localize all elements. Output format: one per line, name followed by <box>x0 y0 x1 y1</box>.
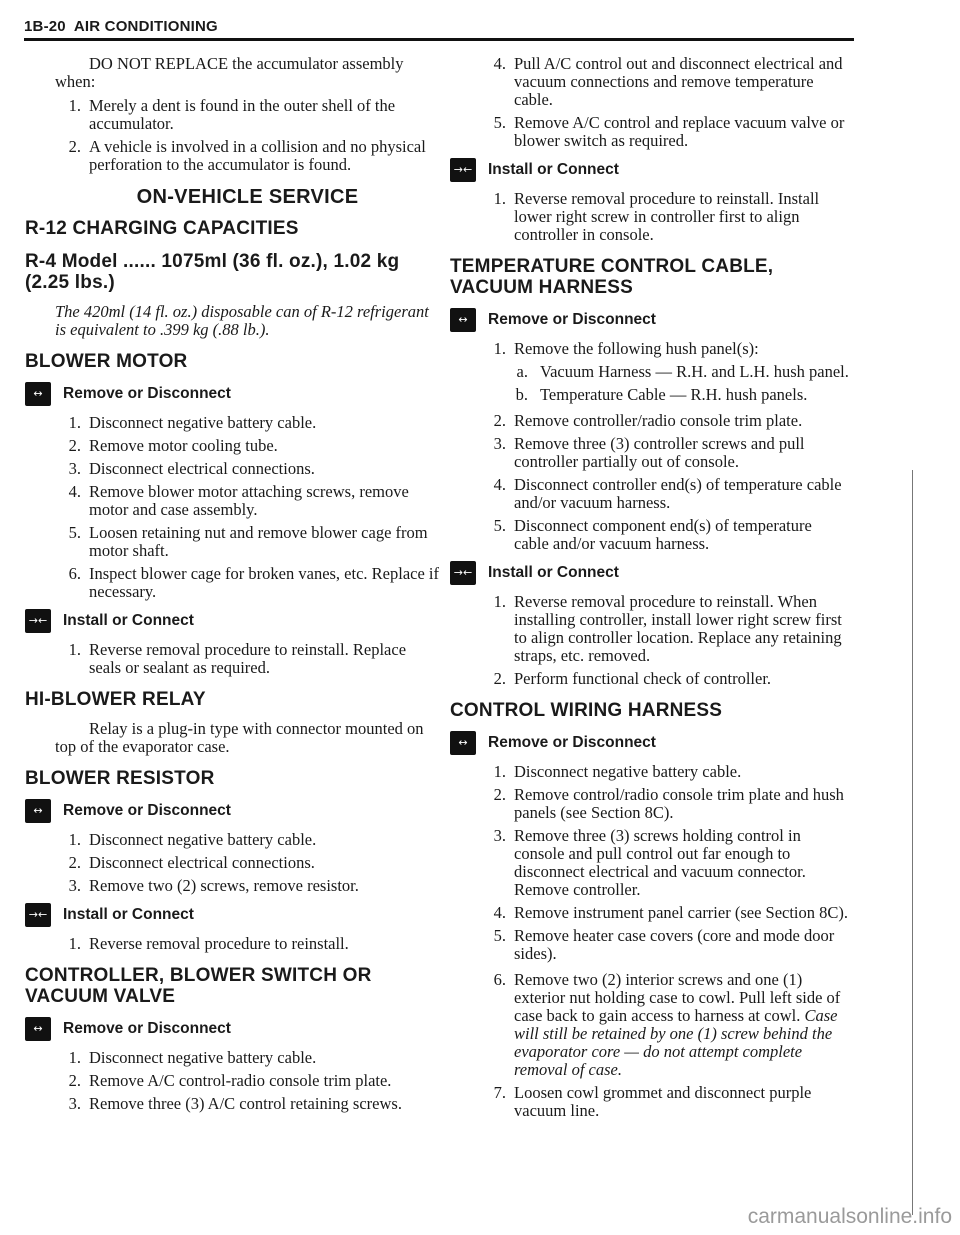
remove-label: Remove or Disconnect <box>63 385 231 402</box>
page-header <box>24 18 854 41</box>
remove-disconnect-block <box>25 799 440 823</box>
page-title: AIR CONDITIONING <box>73 18 218 35</box>
install-label: Install or Connect <box>63 906 194 923</box>
right-column <box>450 54 850 1128</box>
temp-cable-heading: TEMPERATURE CONTROL CABLE, VACUUM HARNESS <box>450 256 774 298</box>
page-code: 1B-20 <box>24 18 66 35</box>
list-item: 2. Disconnect electrical connections. <box>68 853 315 872</box>
list-item: 4. Remove instrument panel carrier (see Section 8C). <box>493 903 849 922</box>
list-item: 1. Disconnect negative battery cable. <box>68 413 317 432</box>
remove-label: Remove or Disconnect <box>488 734 656 751</box>
list-item: 1. Disconnect negative battery cable. <box>493 762 742 781</box>
list-item: 1. Reverse removal procedure to reinstall. When installing controller, install lower right screw first to align controller location. Replace any retaining straps, etc. removed. <box>493 592 842 665</box>
hi-blower-text: Relay is a plug-in type with connector mounted on top of the evaporator case. <box>55 719 424 756</box>
wiring-heading: CONTROL WIRING HARNESS <box>450 700 723 721</box>
list-item: 3. Remove three (3) A/C control retaining screws. <box>68 1094 402 1113</box>
temp-cable-remove-list <box>480 340 850 404</box>
r4-heading: R-4 Model ...... 1075ml (36 fl. oz.), 1.02 kg (2.25 lbs.) <box>25 251 400 293</box>
list-item: 3. Disconnect electrical connections. <box>68 459 315 478</box>
install-connect-block <box>25 609 440 633</box>
install-icon: →← <box>450 561 476 585</box>
blower-motor-install-list <box>55 641 440 677</box>
blower-motor-remove-list <box>55 414 440 601</box>
list-item: 2. Remove A/C control-radio console trim plate. <box>68 1071 392 1090</box>
install-label: Install or Connect <box>488 161 619 178</box>
install-icon: →← <box>450 158 476 182</box>
blower-motor-heading: BLOWER MOTOR <box>25 351 188 372</box>
list-item: 7. Loosen cowl grommet and disconnect purple vacuum line. <box>493 1083 812 1120</box>
list-item: 6. Remove two (2) interior screws and one (1) exterior nut holding case to cowl. Pull left side of case back to gain access to harness at cowl. Case will still be retained by one (1) screw behind the evaporator core — do not attempt complete removal of case. <box>493 970 841 1079</box>
list-item: 1. Reverse removal procedure to reinstall. Install lower right screw in controller first to align controller in console. <box>493 189 820 244</box>
list-item: 5. Loosen retaining nut and remove blower cage from motor shaft. <box>68 523 428 560</box>
list-item: 6. Inspect blower cage for broken vanes, etc. Replace if necessary. <box>68 564 440 601</box>
list-item: 5. Disconnect component end(s) of temperature cable and/or vacuum harness. <box>493 516 812 553</box>
remove-label: Remove or Disconnect <box>63 802 231 819</box>
remove-disconnect-block <box>25 382 440 406</box>
controller-remove-list <box>55 1049 440 1113</box>
install-label: Install or Connect <box>488 564 619 581</box>
remove-label: Remove or Disconnect <box>488 311 656 328</box>
list-item: b. Temperature Cable — R.H. hush panels. <box>515 385 808 404</box>
controller-remove-continued <box>480 55 850 150</box>
remove-icon: ↔ <box>25 1017 51 1041</box>
list-item: 4. Pull A/C control out and disconnect electrical and vacuum connections and remove temperature cable. <box>493 54 843 109</box>
list-item: 2. Remove controller/radio console trim plate. <box>493 411 803 430</box>
remove-icon: ↔ <box>25 799 51 823</box>
install-icon: →← <box>25 903 51 927</box>
list-item: 4. Remove blower motor attaching screws, remove motor and case assembly. <box>68 482 409 519</box>
temp-cable-install-list <box>480 593 850 688</box>
watermark: carmanualsonline.info <box>747 1205 952 1228</box>
remove-disconnect-block <box>450 308 850 332</box>
remove-icon: ↔ <box>450 308 476 332</box>
intro-list <box>55 97 440 174</box>
wiring-remove-list-cont <box>480 971 850 1120</box>
remove-icon: ↔ <box>450 731 476 755</box>
remove-label: Remove or Disconnect <box>63 1020 231 1037</box>
list-item: 2. Remove control/radio console trim plate and hush panels (see Section 8C). <box>493 785 844 822</box>
controller-heading: CONTROLLER, BLOWER SWITCH OR VACUUM VALVE <box>25 965 372 1007</box>
list-item: 4. Disconnect controller end(s) of temperature cable and/or vacuum harness. <box>493 475 842 512</box>
list-item: 1. Merely a dent is found in the outer shell of the accumulator. <box>68 96 396 133</box>
list-item: 1. Disconnect negative battery cable. <box>68 1048 317 1067</box>
wiring-remove-list <box>480 763 850 963</box>
install-icon: →← <box>25 609 51 633</box>
list-item: 3. Remove two (2) screws, remove resistor. <box>68 876 359 895</box>
intro-paragraph: DO NOT REPLACE the accumulator assembly when: <box>55 54 404 91</box>
blower-resistor-install-list <box>55 935 440 953</box>
list-item: 1. Disconnect negative battery cable. <box>68 830 317 849</box>
remove-disconnect-block <box>25 1017 440 1041</box>
list-item: 3. Remove three (3) screws holding control in console and pull control out far enough to disconnect electrical and vacuum connector. Remove controller. <box>493 826 806 899</box>
temp-cable-remove-list-cont <box>480 412 850 553</box>
blower-resistor-heading: BLOWER RESISTOR <box>25 768 215 789</box>
left-column <box>25 54 440 1121</box>
margin-rule <box>912 470 913 1215</box>
list-item: 1. Reverse removal procedure to reinstall. Replace seals or sealant as required. <box>68 640 407 677</box>
list-item: 1. Remove the following hush panel(s): <box>493 339 759 358</box>
list-item: 2. Remove motor cooling tube. <box>68 436 278 455</box>
list-item: 2. Perform functional check of controller. <box>493 669 772 688</box>
list-item: 5. Remove A/C control and replace vacuum valve or blower switch as required. <box>493 113 845 150</box>
controller-install-list <box>480 190 850 244</box>
install-connect-block <box>450 158 850 182</box>
on-vehicle-heading: ON-VEHICLE SERVICE <box>136 186 359 208</box>
remove-icon: ↔ <box>25 382 51 406</box>
list-item: 2. A vehicle is involved in a collision and no physical perforation to the accumulator is found. <box>68 137 426 174</box>
list-item: a. Vacuum Harness — R.H. and L.H. hush panel. <box>516 362 849 381</box>
hi-blower-heading: HI-BLOWER RELAY <box>25 689 206 710</box>
r4-note: The 420ml (14 fl. oz.) disposable can of R-12 refrigerant is equivalent to .399 kg (.88 lb.). <box>55 302 429 339</box>
install-connect-block <box>450 561 850 585</box>
remove-disconnect-block <box>450 731 850 755</box>
list-item: 1. Reverse removal procedure to reinstall. <box>68 934 349 953</box>
install-label: Install or Connect <box>63 612 194 629</box>
blower-resistor-remove-list <box>55 831 440 895</box>
list-item: 3. Remove three (3) controller screws and pull controller partially out of console. <box>493 434 805 471</box>
list-item: 5. Remove heater case covers (core and mode door sides). <box>493 926 835 963</box>
r12-heading: R-12 CHARGING CAPACITIES <box>25 218 299 239</box>
install-connect-block <box>25 903 440 927</box>
